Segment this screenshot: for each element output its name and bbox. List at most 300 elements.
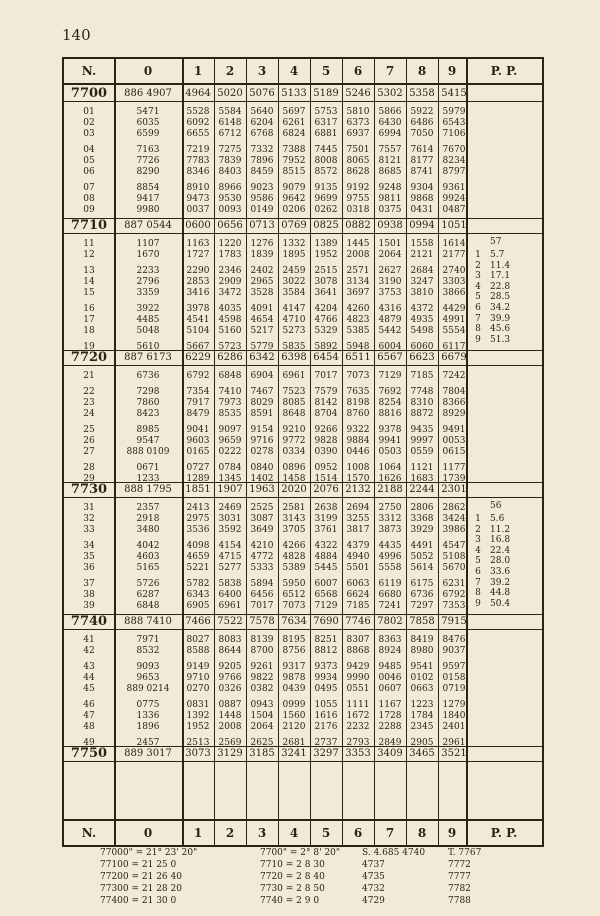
row-number: 7720 <box>70 350 108 365</box>
table-cell: 2909 <box>218 277 242 287</box>
table-cell: 9699 <box>314 194 338 204</box>
table-cell: 2849 <box>378 738 402 748</box>
table-cell: 2627 <box>378 266 402 276</box>
table-cell: 7917 <box>186 398 210 408</box>
table-cell: 6679 <box>441 352 467 363</box>
table-cell: 7332 <box>250 145 274 155</box>
table-cell: 0938 <box>377 220 403 231</box>
row-number: 13 <box>83 266 95 276</box>
table-cell: 1064 <box>378 463 402 473</box>
table-row <box>64 463 542 473</box>
row-number: 11 <box>83 239 95 249</box>
table-cell: 5670 <box>442 563 466 573</box>
table-cell: 3255 <box>346 514 370 524</box>
table-cell: 1728 <box>378 711 402 721</box>
table-cell: 9317 <box>282 662 306 672</box>
table-row <box>64 350 542 365</box>
table-cell: 4154 <box>218 541 242 551</box>
pp-digit: 6 <box>475 567 481 577</box>
table-cell: 8756 <box>282 646 306 656</box>
footer-text: 7788 <box>448 896 471 906</box>
table-cell: 1332 <box>282 239 306 249</box>
table-cell: 8363 <box>378 635 402 645</box>
table-cell: 1051 <box>441 220 467 231</box>
table-cell: 7690 <box>313 616 339 627</box>
table-cell: 5333 <box>250 563 274 573</box>
table-cell: 0503 <box>378 447 402 457</box>
pp-row <box>466 292 542 302</box>
table-row <box>64 218 542 233</box>
table-cell: 9659 <box>218 436 242 446</box>
table-cell: 8797 <box>442 167 466 177</box>
table-cell: 6511 <box>345 352 371 363</box>
table-cell: 3312 <box>378 514 402 524</box>
row-number: 34 <box>83 541 95 551</box>
table-cell: 8142 <box>314 398 338 408</box>
table-cell: 2288 <box>378 722 402 732</box>
table-cell: 5104 <box>186 326 210 336</box>
table-cell: 7952 <box>282 156 306 166</box>
row-number: 47 <box>83 711 95 721</box>
table-cell: 2413 <box>186 503 210 513</box>
table-row <box>64 482 542 497</box>
table-cell: 6881 <box>314 129 338 139</box>
table-cell: 9261 <box>250 662 274 672</box>
table-cell: 3697 <box>346 288 370 298</box>
row-number: 27 <box>83 447 95 457</box>
row-number: 07 <box>83 183 95 193</box>
footer-text: 77000" = 21° 23' 20" <box>100 848 198 858</box>
table-cell: 6848 <box>136 601 160 611</box>
row-number: 17 <box>83 315 95 325</box>
table-cell: 7614 <box>410 145 434 155</box>
column-header: 9 <box>447 826 457 840</box>
table-cell: 2076 <box>313 484 339 495</box>
footer-text: 4735 <box>362 872 385 882</box>
table-cell: 5835 <box>282 342 306 352</box>
table-cell: 9373 <box>314 662 338 672</box>
table-cell: 3297 <box>313 748 339 759</box>
table-cell: 4541 <box>186 315 210 325</box>
table-cell: 4372 <box>410 304 434 314</box>
table-cell: 9435 <box>410 425 434 435</box>
pp-row <box>466 324 542 334</box>
table-cell: 6456 <box>250 590 274 600</box>
table-cell: 2401 <box>442 722 466 732</box>
table-cell: 4429 <box>442 304 466 314</box>
column-header: 3 <box>257 64 267 78</box>
table-cell: 8760 <box>346 409 370 419</box>
table-cell: 6342 <box>249 352 275 363</box>
table-cell: 0713 <box>249 220 275 231</box>
pp-value: 44.8 <box>490 588 511 599</box>
table-cell: 7522 <box>217 616 243 627</box>
table-cell: 9653 <box>136 673 160 683</box>
table-cell: 4316 <box>378 304 402 314</box>
table-cell: 0615 <box>442 447 466 457</box>
table-cell: 1279 <box>442 700 466 710</box>
table-cell: 0037 <box>186 205 210 215</box>
table-row <box>64 409 542 419</box>
row-number: 45 <box>83 684 95 694</box>
table-cell: 5726 <box>136 579 160 589</box>
table-cell: 4379 <box>346 541 370 551</box>
table-cell: 3641 <box>314 288 338 298</box>
column-header: 9 <box>447 64 457 78</box>
table-cell: 0334 <box>282 447 306 457</box>
pp-digit: 5 <box>475 292 481 303</box>
table-cell: 0999 <box>282 700 306 710</box>
table-cell: 2740 <box>442 266 466 276</box>
pp-digit: 3 <box>475 271 481 282</box>
table-cell: 9205 <box>218 662 242 672</box>
group-rule <box>64 365 542 366</box>
table-cell: 2064 <box>250 722 274 732</box>
table-cell: 9079 <box>282 183 306 193</box>
table-cell: 6430 <box>378 118 402 128</box>
table-cell: 0551 <box>346 684 370 694</box>
table-row <box>64 167 542 177</box>
table-row <box>64 129 542 139</box>
table-cell: 7635 <box>346 387 370 397</box>
table-cell: 1402 <box>250 474 274 484</box>
table-cell: 0943 <box>250 700 274 710</box>
table-cell: 3817 <box>346 525 370 535</box>
table-cell: 7634 <box>281 616 307 627</box>
table-cell: 9878 <box>282 673 306 683</box>
row-number: 26 <box>83 436 95 446</box>
row-number: 35 <box>83 552 95 562</box>
table-cell: 5445 <box>314 563 338 573</box>
footer-text: 77200 = 21 26 40 <box>100 872 182 882</box>
table-cell: 7467 <box>250 387 274 397</box>
column-header: 4 <box>289 64 299 78</box>
row-number: 42 <box>83 646 95 656</box>
footer-text: 4737 <box>362 860 385 870</box>
table-cell: 0600 <box>185 220 211 231</box>
table-cell: 886 4907 <box>124 88 172 99</box>
table-cell: 888 7410 <box>124 616 172 627</box>
table-cell: 2120 <box>282 722 306 732</box>
table-cell: 4772 <box>250 552 274 562</box>
table-cell: 8027 <box>186 635 210 645</box>
table-cell: 0882 <box>345 220 371 231</box>
table-cell: 8966 <box>218 183 242 193</box>
table-cell: 9603 <box>186 436 210 446</box>
table-cell: 2737 <box>314 738 338 748</box>
table-row <box>64 711 542 721</box>
table-cell: 9868 <box>410 194 434 204</box>
table-cell: 9934 <box>314 673 338 683</box>
table-cell: 7973 <box>218 398 242 408</box>
table-cell: 5667 <box>186 342 210 352</box>
table-cell: 0222 <box>218 447 242 457</box>
footer-line <box>100 884 540 896</box>
table-cell: 7726 <box>136 156 160 166</box>
table-cell: 9772 <box>282 436 306 446</box>
table-cell: 1560 <box>282 711 306 721</box>
pp-digit: 4 <box>475 281 481 292</box>
table-cell: 3409 <box>377 748 403 759</box>
table-cell: 3129 <box>217 748 243 759</box>
table-cell: 9429 <box>346 662 370 672</box>
table-cell: 2513 <box>186 738 210 748</box>
row-number: 38 <box>83 590 95 600</box>
table-cell: 9192 <box>346 183 370 193</box>
table-cell: 7241 <box>378 601 402 611</box>
group-rule <box>64 233 542 234</box>
table-cell: 1392 <box>186 711 210 721</box>
table-cell: 3143 <box>282 514 306 524</box>
pp-digit: 8 <box>475 324 481 335</box>
table-cell: 2357 <box>136 503 160 513</box>
pp-value: 39.2 <box>490 577 511 588</box>
pp-value: 39.9 <box>490 313 511 324</box>
table-row <box>64 145 542 155</box>
table-cell: 7297 <box>410 601 434 611</box>
pp-row <box>466 556 542 566</box>
table-cell: 7017 <box>250 601 274 611</box>
table-cell: 5610 <box>136 342 160 352</box>
table-cell: 3241 <box>281 748 307 759</box>
table-cell: 8234 <box>442 156 466 166</box>
column-header: 6 <box>353 826 363 840</box>
table-cell: 3185 <box>249 748 275 759</box>
table-row <box>64 662 542 672</box>
group-rule <box>64 614 542 615</box>
table-cell: 1458 <box>282 474 306 484</box>
table-cell: 0165 <box>186 447 210 457</box>
table-cell: 5246 <box>345 88 371 99</box>
pp-value: 22.8 <box>490 281 511 292</box>
table-cell: 7670 <box>442 145 466 155</box>
pp-value: 5.7 <box>490 250 505 260</box>
table-cell: 2008 <box>218 722 242 732</box>
table-cell: 5442 <box>378 326 402 336</box>
table-cell: 5329 <box>314 326 338 336</box>
pp-row <box>466 567 542 577</box>
table-cell: 6231 <box>442 579 466 589</box>
table-cell: 5385 <box>346 326 370 336</box>
table-cell: 8648 <box>282 409 306 419</box>
table-cell: 1501 <box>378 239 402 249</box>
table-cell: 9755 <box>346 194 370 204</box>
table-cell: 7298 <box>136 387 160 397</box>
table-cell: 3368 <box>410 514 434 524</box>
table-cell: 9304 <box>410 183 434 193</box>
table-cell: 3810 <box>410 288 434 298</box>
table-cell: 6736 <box>136 371 160 381</box>
table-cell: 0046 <box>378 673 402 683</box>
row-number: 15 <box>83 288 95 298</box>
table-cell: 8812 <box>314 646 338 656</box>
table-cell: 6286 <box>217 352 243 363</box>
table-cell: 6568 <box>314 590 338 600</box>
table-cell: 3416 <box>186 288 210 298</box>
table-cell: 5948 <box>346 342 370 352</box>
table-cell: 0769 <box>281 220 307 231</box>
table-row <box>64 700 542 710</box>
table-cell: 1055 <box>314 700 338 710</box>
pp-value: 28.0 <box>490 556 511 567</box>
footer-text: T. 7767 <box>448 848 482 858</box>
footer-line <box>100 860 540 872</box>
table-cell: 2457 <box>136 738 160 748</box>
group-rule <box>64 482 542 483</box>
row-number: 7710 <box>70 218 108 233</box>
pp-value: 11.4 <box>490 260 511 271</box>
pp-value: 34.2 <box>490 303 511 313</box>
table-cell: 5558 <box>378 563 402 573</box>
row-number: 25 <box>83 425 95 435</box>
table-cell: 1851 <box>185 484 211 495</box>
table-cell: 8741 <box>410 167 434 177</box>
table-cell: 5614 <box>410 563 434 573</box>
pp-row <box>466 578 542 588</box>
table-cell: 1504 <box>250 711 274 721</box>
table-cell: 8121 <box>378 156 402 166</box>
table-cell: 5501 <box>346 563 370 573</box>
table-cell: 8872 <box>410 409 434 419</box>
table-cell: 3753 <box>378 288 402 298</box>
footer-text: 77300 = 21 28 20 <box>100 884 182 894</box>
table-cell: 9149 <box>186 662 210 672</box>
row-number: 19 <box>83 342 95 352</box>
table-cell: 9541 <box>410 662 434 672</box>
row-number: 23 <box>83 398 95 408</box>
table-cell: 2569 <box>218 738 242 748</box>
table-cell: 0994 <box>409 220 435 231</box>
table-cell: 1448 <box>218 711 242 721</box>
table-cell: 9980 <box>136 205 160 215</box>
table-cell: 1952 <box>314 250 338 260</box>
table-cell: 0439 <box>282 684 306 694</box>
table-cell: 3424 <box>442 514 466 524</box>
table-cell: 6004 <box>378 342 402 352</box>
table-cell: 7523 <box>282 387 306 397</box>
table-cell: 5554 <box>442 326 466 336</box>
table-cell: 6599 <box>136 129 160 139</box>
table-cell: 5894 <box>250 579 274 589</box>
table-cell: 0607 <box>378 684 402 694</box>
table-cell: 7839 <box>218 156 242 166</box>
row-number: 18 <box>83 326 95 336</box>
pp-head-value: 56 <box>490 501 502 511</box>
table-cell: 2965 <box>250 277 274 287</box>
table-cell: 6848 <box>218 371 242 381</box>
table-cell: 9154 <box>250 425 274 435</box>
table-cell: 6060 <box>410 342 434 352</box>
table-cell: 4091 <box>250 304 274 314</box>
table-cell: 1558 <box>410 239 434 249</box>
table-cell: 6454 <box>313 352 339 363</box>
table-cell: 6175 <box>410 579 434 589</box>
table-cell: 4147 <box>282 304 306 314</box>
row-number: 28 <box>83 463 95 473</box>
table-cell: 8065 <box>346 156 370 166</box>
row-number: 14 <box>83 277 95 287</box>
table-cell: 0206 <box>282 205 306 215</box>
table-cell: 1233 <box>136 474 160 484</box>
table-cell: 0326 <box>218 684 242 694</box>
table-row <box>64 436 542 446</box>
table-cell: 4204 <box>314 304 338 314</box>
pp-row <box>466 250 542 260</box>
row-number: 09 <box>83 205 95 215</box>
table-cell: 8532 <box>136 646 160 656</box>
table-cell: 4035 <box>218 304 242 314</box>
table-cell: 7748 <box>410 387 434 397</box>
row-number: 02 <box>83 118 95 128</box>
table-cell: 6119 <box>378 579 402 589</box>
table-cell: 6063 <box>346 579 370 589</box>
table-cell: 8419 <box>410 635 434 645</box>
table-cell: 2694 <box>346 503 370 513</box>
table-row <box>64 86 542 101</box>
column-header: 0 <box>143 64 153 78</box>
table-cell: 5697 <box>282 107 306 117</box>
group-rule <box>64 746 542 747</box>
table-cell: 3521 <box>441 748 467 759</box>
table-cell: 7073 <box>346 371 370 381</box>
table-cell: 0784 <box>218 463 242 473</box>
table-cell: 3761 <box>314 525 338 535</box>
pp-value: 45.6 <box>490 324 511 335</box>
table-cell: 3353 <box>345 748 371 759</box>
pp-digit: 8 <box>475 588 481 599</box>
table-cell: 9710 <box>186 673 210 683</box>
table-cell: 1907 <box>217 484 243 495</box>
table-cell: 7557 <box>378 145 402 155</box>
table-cell: 2918 <box>136 514 160 524</box>
table-cell: 8588 <box>186 646 210 656</box>
table-cell: 1336 <box>136 711 160 721</box>
table-cell: 1783 <box>218 250 242 260</box>
table-cell: 0375 <box>378 205 402 215</box>
table-cell: 3986 <box>442 525 466 535</box>
table-cell: 4715 <box>218 552 242 562</box>
table-cell: 5584 <box>218 107 242 117</box>
table-cell: 7804 <box>442 387 466 397</box>
table-row <box>64 646 542 656</box>
column-header: 7 <box>385 826 395 840</box>
table-cell: 3359 <box>136 288 160 298</box>
table-cell: 1672 <box>346 711 370 721</box>
table-cell: 5528 <box>186 107 210 117</box>
table-row <box>64 614 542 629</box>
table-cell: 4322 <box>314 541 338 551</box>
table-cell: 5782 <box>186 579 210 589</box>
row-number: 7740 <box>70 614 108 629</box>
pp-digit: 9 <box>475 334 481 345</box>
footer-text: 7730 = 2 8 50 <box>260 884 325 894</box>
table-cell: 8910 <box>186 183 210 193</box>
group-rule <box>64 350 542 351</box>
table-cell: 3584 <box>282 288 306 298</box>
group-rule <box>64 629 542 630</box>
row-number: 06 <box>83 167 95 177</box>
table-cell: 8816 <box>378 409 402 419</box>
table-cell: 2515 <box>314 266 338 276</box>
pp-row <box>466 271 542 281</box>
table-cell: 8515 <box>282 167 306 177</box>
table-cell: 4766 <box>314 315 338 325</box>
row-number: 43 <box>83 662 95 672</box>
table-cell: 2571 <box>346 266 370 276</box>
table-cell: 887 6173 <box>124 352 172 363</box>
table-cell: 2853 <box>186 277 210 287</box>
table-cell: 2177 <box>442 250 466 260</box>
